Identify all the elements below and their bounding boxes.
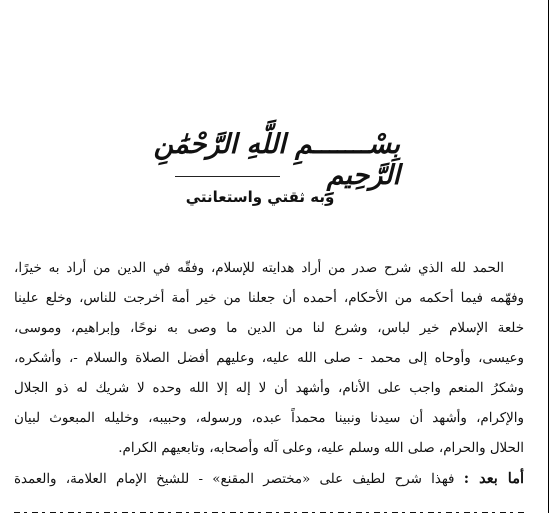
- text-line: خلعة الإسلام خير لباس، وشرع لنا من الدين ما وصى به نوحًا، وإبراهيم، وموسى،: [14, 321, 524, 336]
- text-line: الحمد لله الذي شرح صدر من أراد هدايته للإسلام، وفقّه في الدين من أراد به خيرًا،: [14, 261, 504, 276]
- text-line: وعيسى، وأوحاه إلى محمد - صلى الله عليه، وعليهم أفضل الصلاة والسلام -، وأشكره،: [14, 351, 524, 366]
- text-line-opening: [14, 464, 524, 495]
- amma-baad-heading: أما بعد :: [463, 470, 524, 487]
- text-line: الحلال والحرام، صلى الله وسلم عليه، وعلى آله وأصحابه، وتابعيهم الكرام.: [118, 441, 524, 456]
- basmala-underline: [175, 176, 280, 177]
- body-paragraph: [14, 254, 524, 495]
- subtitle: وبه ثقتي واستعانتي: [185, 188, 335, 206]
- cut-off-next-line: [14, 502, 524, 513]
- page-edge-line: [548, 0, 549, 513]
- text-line: والإكرام، وأشهد أن سيدنا ونبينا محمداً عبده، ورسوله، وحبيبه، وخليله المبعوث لبيان: [14, 411, 524, 426]
- text-line-rest: فهذا شرح لطيف على «مختصر المقنع» - للشيخ الإمام العلامة، والعمدة: [14, 472, 455, 487]
- text-line: وشكرُ المنعم واجب على الأنام، وأشهد أن لا إله إلا الله وحده لا شريك له ذو الجلال: [14, 381, 524, 396]
- text-line: وفهّمه فيما أحكمه من الأحكام، أحمده أن جعلنا من خير أمة أخرجت للناس، وخلع علينا: [14, 291, 524, 306]
- basmala-calligraphy: بِسْـــــــمِ اللَّهِ الرَّحْمَٰنِ الرَّحِيمِ: [153, 129, 400, 191]
